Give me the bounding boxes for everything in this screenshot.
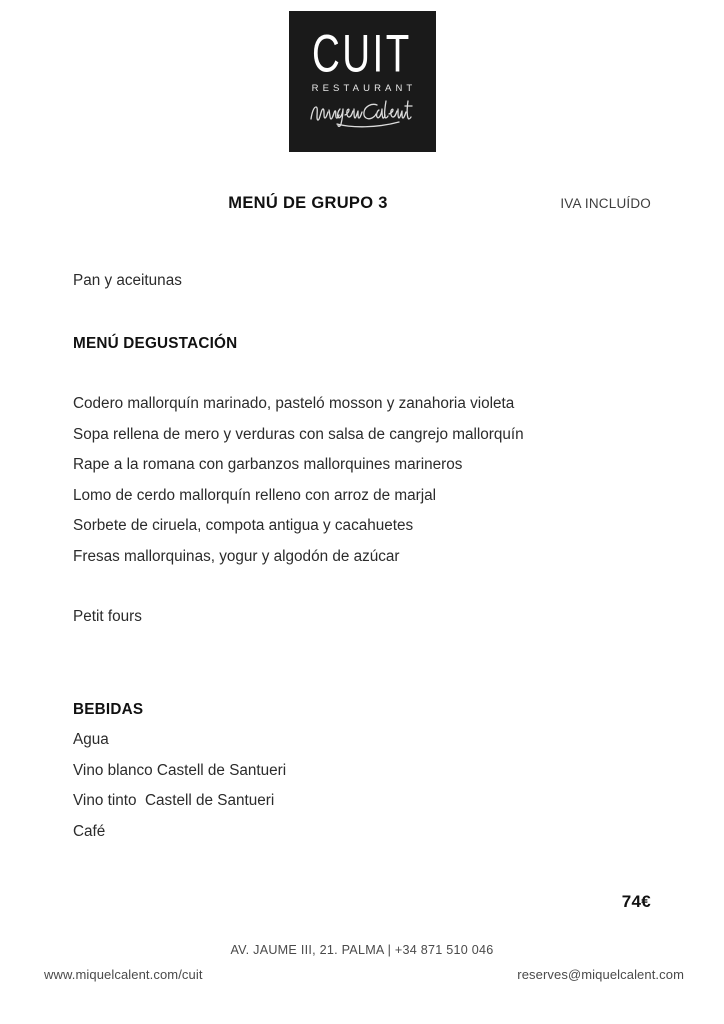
footer-links-row [0,967,724,987]
course-item: Codero mallorquín marinado, pasteló mosson y zanahoria violeta [73,395,515,412]
drink-item: Vino tinto Castell de Santueri [73,792,275,809]
spacer [73,633,663,695]
spacer [73,572,663,602]
logo-brand-text: CUIT [312,23,412,83]
drinks-heading: BEBIDAS [73,700,144,718]
tasting-menu-heading: MENÚ DEGUSTACIÓN [73,334,238,352]
footer-email-link[interactable]: reserves@miquelcalent.com [517,967,684,982]
drink-item: Agua [73,731,109,748]
signature-icon [307,95,417,129]
logo-box [289,11,436,152]
page-title: MENÚ DE GRUPO 3 [228,194,388,212]
course-item: Sopa rellena de mero y verduras con salsa de cangrejo mallorquín [73,425,524,443]
course-item: Rape a la romana con garbanzos mallorquines marineros [73,456,463,473]
spacer [73,359,663,389]
spacer [73,297,663,329]
course-item: Fresas mallorquinas, yogur y algodón de azúcar [73,547,400,565]
menu-price: 74€ [621,892,651,911]
menu-header [73,194,651,216]
logo-subtitle-text: RESTAURANT [311,83,417,95]
footer [0,941,724,987]
course-item: Lomo de cerdo mallorquín relleno con arroz de marjal [73,486,437,504]
brand-logo [0,11,724,152]
course-item: Sorbete de ciruela, compota antigua y cacahuetes [73,517,414,534]
tax-note: IVA INCLUÍDO [560,196,651,211]
footer-address: AV. JAUME III, 21. PALMA | +34 871 510 046 [230,943,494,957]
starter-line: Pan y aceitunas [73,272,182,289]
petit-fours-line: Petit fours [73,608,142,625]
drink-item: Vino blanco Castell de Santueri [73,761,287,779]
menu-content [73,266,663,847]
drink-item: Café [73,822,106,840]
footer-website-link[interactable]: www.miquelcalent.com/cuit [44,967,203,982]
